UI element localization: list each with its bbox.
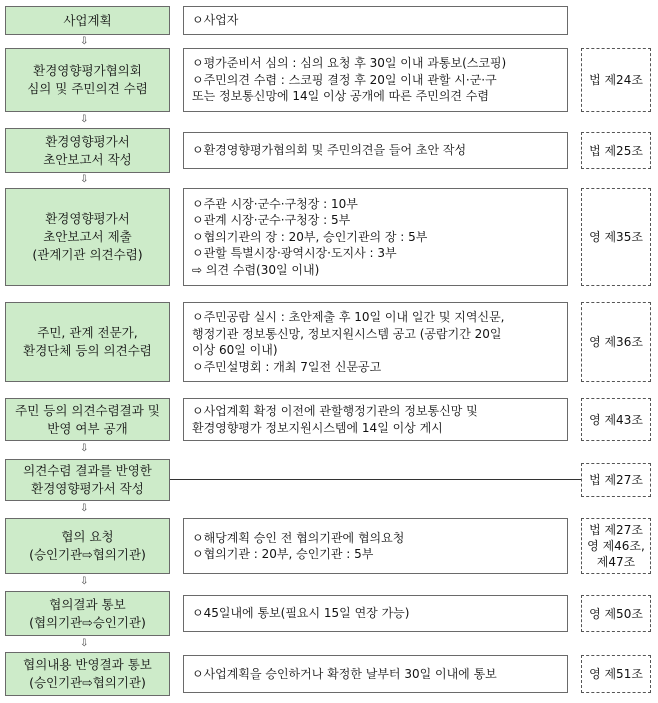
law-final-writing: 법 제27조 bbox=[581, 463, 651, 497]
flow-arrow: ⇩ bbox=[80, 443, 89, 454]
flow-arrow: ⇩ bbox=[80, 638, 89, 649]
law-opinion-collection: 영 제36조 bbox=[581, 302, 651, 382]
step-draft-writing: 환경영향평가서 초안보고서 작성 bbox=[5, 128, 170, 173]
flow-arrow: ⇩ bbox=[80, 114, 89, 125]
step-business-plan: 사업계획 bbox=[5, 6, 170, 35]
law-reflection-notice: 영 제51조 bbox=[581, 655, 651, 693]
flow-arrow: ⇩ bbox=[80, 36, 89, 47]
desc-reflection-notice: ㅇ사업계획을 승인하거나 확정한 날부터 30일 이내에 통보 bbox=[183, 655, 568, 693]
step-opinion-collection: 주민, 관계 전문가, 환경단체 등의 의견수렴 bbox=[5, 302, 170, 382]
step-draft-submission: 환경영향평가서 초안보고서 제출 (관계기관 의견수렴) bbox=[5, 188, 170, 286]
step-consultation-request: 협의 요청 (승인기관⇨협의기관) bbox=[5, 518, 170, 574]
step-reflection-notice: 협의내용 반영결과 통보 (승인기관⇨협의기관) bbox=[5, 652, 170, 696]
law-draft-submission: 영 제35조 bbox=[581, 188, 651, 286]
desc-result-notice: ㅇ45일내에 통보(필요시 15일 연장 가능) bbox=[183, 595, 568, 632]
law-consultation-request: 법 제27조 영 제46조, 제47조 bbox=[581, 518, 651, 574]
desc-result-disclosure: ㅇ사업계획 확정 이전에 관할행정기관의 정보통신망 및 환경영향평가 정보지원시스템에 14일 이상 게시 bbox=[183, 398, 568, 441]
law-result-notice: 영 제50조 bbox=[581, 595, 651, 632]
step-council-review: 환경영향평가협의회 심의 및 주민의견 수렴 bbox=[5, 48, 170, 112]
step-result-notice: 협의결과 통보 (협의기관⇨승인기관) bbox=[5, 591, 170, 636]
flow-arrow: ⇩ bbox=[80, 576, 89, 587]
connector-line bbox=[170, 479, 581, 480]
desc-draft-submission: ㅇ주관 시장·군수·구청장 : 10부 ㅇ관계 시장·군수·구청장 : 5부 ㅇ협의기관의 장 : 20부, 승인기관의 장 : 5부 ㅇ관할 특별시장·광역시장·도지사 : 3부 ⇨ 의견 수렴(30일 이내) bbox=[183, 188, 568, 286]
step-final-writing: 의견수렴 결과를 반영한 환경영향평가서 작성 bbox=[5, 459, 170, 501]
flow-arrow: ⇩ bbox=[80, 174, 89, 185]
law-result-disclosure: 영 제43조 bbox=[581, 398, 651, 441]
desc-draft-writing: ㅇ환경영향평가협의회 및 주민의견을 들어 초안 작성 bbox=[183, 132, 568, 169]
flow-arrow: ⇩ bbox=[80, 503, 89, 514]
step-result-disclosure: 주민 등의 의견수렴결과 및 반영 여부 공개 bbox=[5, 398, 170, 441]
desc-opinion-collection: ㅇ주민공람 실시 : 초안제출 후 10일 이내 일간 및 지역신문, 행정기관 정보통신망, 정보지원시스템 공고 (공람기간 20일 이상 60일 이내) ㅇ주민설명회 : 개최 7일전 신문공고 bbox=[183, 302, 568, 382]
desc-consultation-request: ㅇ해당계획 승인 전 협의기관에 협의요청 ㅇ협의기관 : 20부, 승인기관 : 5부 bbox=[183, 518, 568, 574]
desc-business-plan: ㅇ사업자 bbox=[183, 6, 568, 35]
law-draft-writing: 법 제25조 bbox=[581, 132, 651, 169]
desc-council-review: ㅇ평가준비서 심의 : 심의 요청 후 30일 이내 과통보(스코핑) ㅇ주민의견 수렴 : 스코핑 결정 후 20일 이내 관할 시·군·구 또는 정보통신망에 14일 이상 공개에 따른 주민의견 수렴 bbox=[183, 48, 568, 112]
law-council-review: 법 제24조 bbox=[581, 48, 651, 112]
